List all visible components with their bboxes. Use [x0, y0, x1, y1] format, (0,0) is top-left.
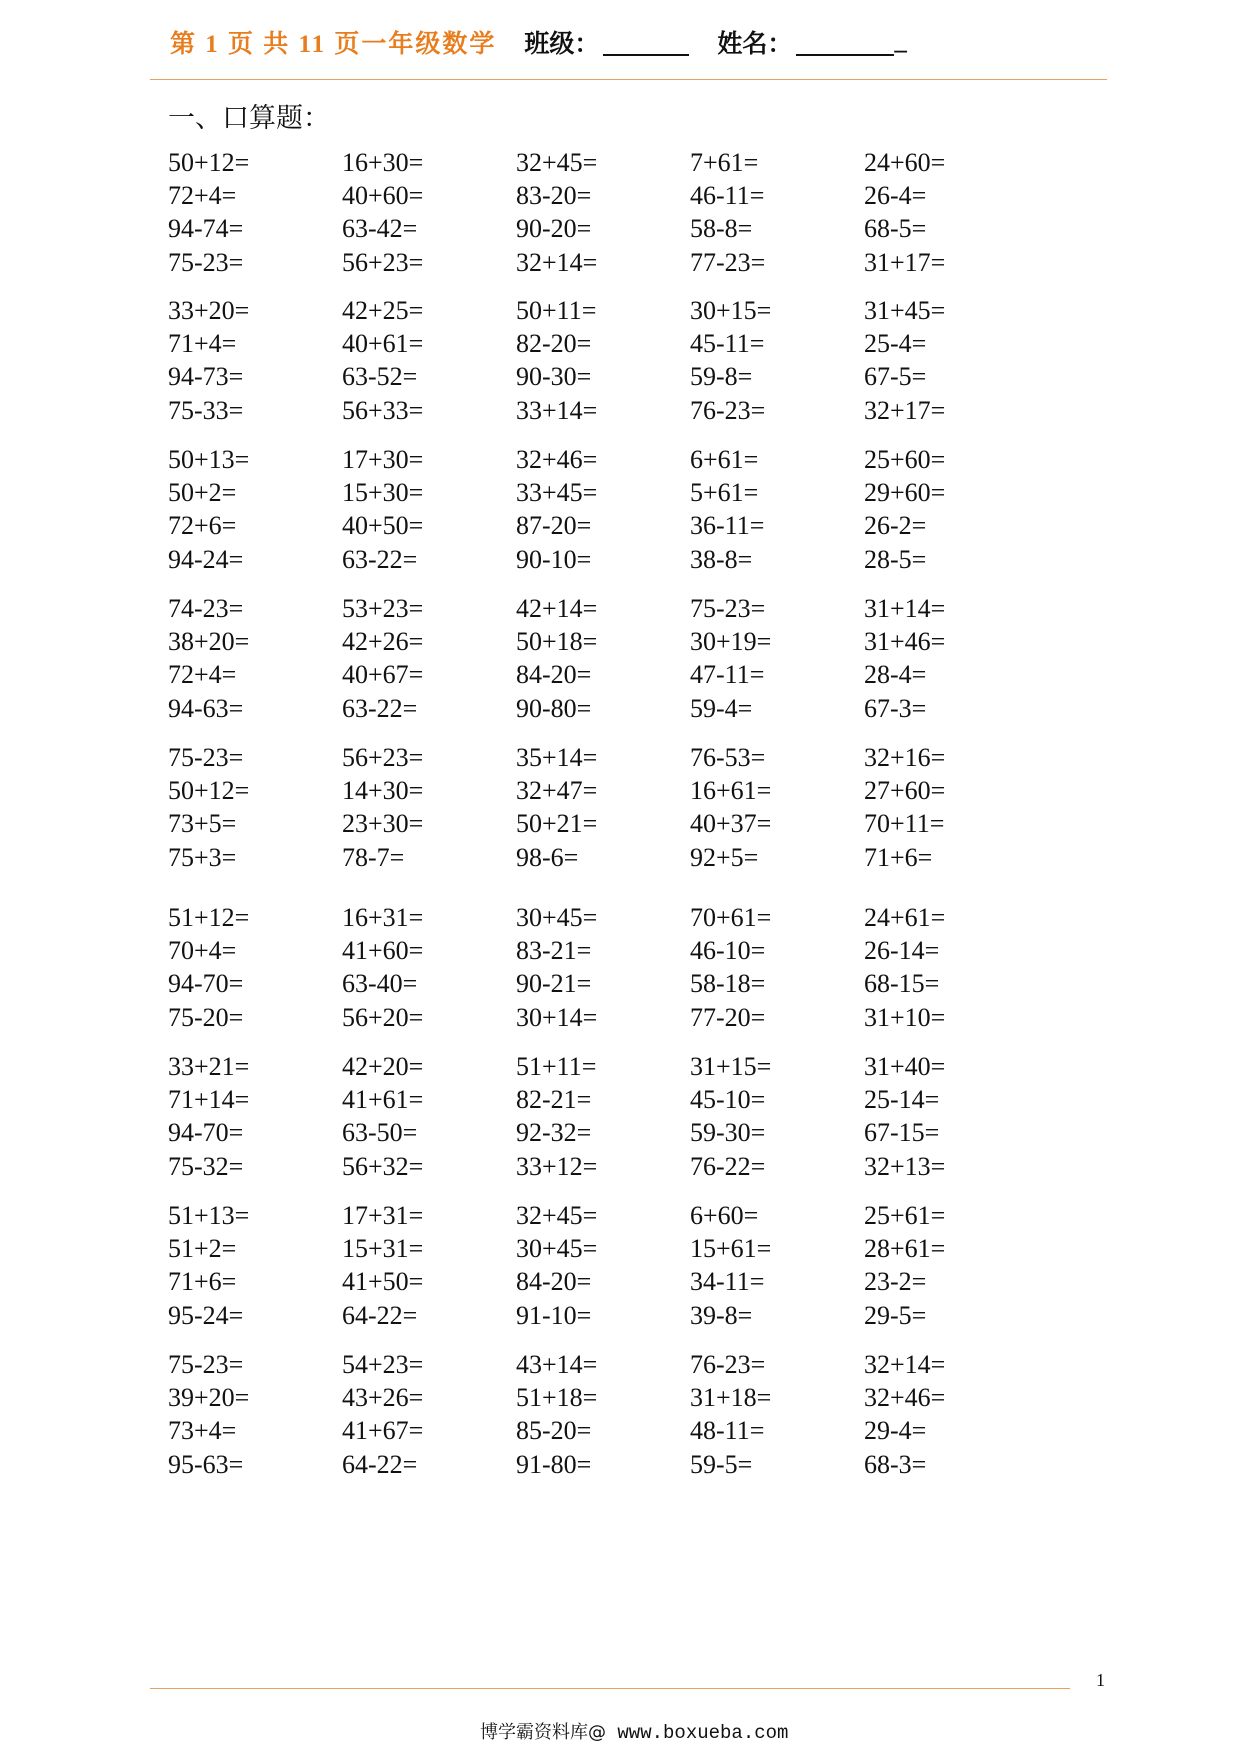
problem-item: 6+61= [690, 445, 759, 474]
problem-item: 40+50= [342, 511, 424, 541]
problem-item: 23+30= [342, 809, 424, 839]
problem-item: 31+18= [690, 1383, 772, 1413]
problem-item: 36-11= [690, 511, 765, 541]
section-title: 一、口算题： [168, 103, 330, 134]
problem-item: 39+20= [168, 1383, 250, 1413]
problem-item: 59-4= [690, 693, 753, 723]
problem-item: 53+23= [342, 594, 424, 623]
problem-item: 40+67= [342, 660, 424, 690]
problem-item: 25+61= [864, 1201, 946, 1230]
problem-item: 73+5= [168, 809, 237, 839]
problem-item: 7+61= [690, 148, 759, 177]
problem-item: 35+14= [516, 743, 598, 772]
problem-item: 51+18= [516, 1383, 598, 1413]
problem-item: 91-80= [516, 1449, 592, 1479]
problem-item: 59-8= [690, 362, 753, 392]
problem-item: 23-2= [864, 1267, 927, 1297]
problem-item: 33+14= [516, 395, 598, 425]
problem-item: 82-20= [516, 329, 592, 359]
problem-item: 42+26= [342, 627, 424, 657]
problem-item: 67-3= [864, 693, 927, 723]
problem-row [168, 394, 1068, 427]
problem-row [168, 1414, 1068, 1447]
problem-item: 29+60= [864, 478, 946, 508]
problem-item: 24+61= [864, 903, 946, 932]
problem-item: 71+4= [168, 329, 237, 359]
problem-item: 16+30= [342, 148, 424, 177]
problem-item: 45-10= [690, 1085, 766, 1115]
problem-item: 51+13= [168, 1201, 250, 1230]
problem-item: 78-7= [342, 842, 405, 872]
problem-item: 87-20= [516, 511, 592, 541]
problem-item: 94-24= [168, 544, 244, 574]
problem-item: 41+60= [342, 936, 424, 966]
problem-item: 31+14= [864, 594, 946, 623]
problem-item: 38+20= [168, 627, 250, 657]
problem-item: 15+61= [690, 1234, 772, 1264]
problem-row [168, 1381, 1068, 1414]
problem-item: 68-5= [864, 214, 927, 244]
problem-item: 32+47= [516, 776, 598, 806]
problem-item: 6+60= [690, 1201, 759, 1230]
problem-item: 82-21= [516, 1085, 592, 1115]
problem-item: 41+50= [342, 1267, 424, 1297]
name-blank[interactable] [796, 28, 894, 56]
page-number: 1 [1096, 1670, 1105, 1690]
problem-row [168, 179, 1068, 212]
problem-item: 68-15= [864, 969, 940, 999]
problem-item: 75-23= [168, 247, 244, 277]
problem-item: 54+23= [342, 1350, 424, 1379]
problem-item: 32+17= [864, 395, 946, 425]
problem-item: 26-4= [864, 181, 927, 211]
problem-item: 42+25= [342, 296, 424, 325]
problem-item: 47-11= [690, 660, 765, 690]
problem-item: 75-23= [168, 1350, 244, 1379]
problem-row [168, 327, 1068, 360]
problem-item: 75-32= [168, 1151, 244, 1181]
problem-item: 72+4= [168, 181, 237, 211]
problem-item: 43+26= [342, 1383, 424, 1413]
problem-row [168, 212, 1068, 245]
problem-item: 50+12= [168, 148, 250, 177]
problem-item: 74-23= [168, 594, 244, 623]
problem-item: 41+67= [342, 1416, 424, 1446]
problem-item: 92-32= [516, 1118, 592, 1148]
problem-item: 56+20= [342, 1002, 424, 1032]
problem-item: 83-20= [516, 181, 592, 211]
problem-item: 90-10= [516, 544, 592, 574]
name-label: 姓名： [717, 31, 793, 58]
problem-item: 32+16= [864, 743, 946, 772]
problem-item: 51+11= [516, 1052, 597, 1081]
problem-item: 30+15= [690, 296, 772, 325]
problem-item: 25+60= [864, 445, 946, 474]
problem-row [168, 692, 1068, 725]
problem-item: 30+45= [516, 1234, 598, 1264]
problem-item: 32+45= [516, 148, 598, 177]
problem-row [168, 1448, 1068, 1481]
problem-item: 95-63= [168, 1449, 244, 1479]
problem-item: 63-22= [342, 693, 418, 723]
problem-item: 42+20= [342, 1052, 424, 1081]
problem-row [168, 967, 1068, 1000]
header-divider [150, 79, 1107, 80]
problem-item: 31+45= [864, 296, 946, 325]
problem-row [168, 1001, 1068, 1034]
problem-item: 90-80= [516, 693, 592, 723]
problem-item: 70+61= [690, 903, 772, 932]
problem-item: 33+45= [516, 478, 598, 508]
problem-item: 30+19= [690, 627, 772, 657]
problem-item: 39-8= [690, 1300, 753, 1330]
problem-item: 50+12= [168, 776, 250, 806]
problem-item: 14+30= [342, 776, 424, 806]
problem-item: 63-52= [342, 362, 418, 392]
problem-item: 38-8= [690, 544, 753, 574]
problem-item: 76-23= [690, 1350, 766, 1379]
problem-item: 15+30= [342, 478, 424, 508]
problem-item: 33+12= [516, 1151, 598, 1181]
problem-item: 24+60= [864, 148, 946, 177]
problem-item: 40+37= [690, 809, 772, 839]
problem-item: 46-10= [690, 936, 766, 966]
problem-item: 76-22= [690, 1151, 766, 1181]
problem-item: 30+14= [516, 1002, 598, 1032]
problem-row [168, 1150, 1068, 1183]
problem-item: 26-2= [864, 511, 927, 541]
problem-item: 72+4= [168, 660, 237, 690]
problem-item: 90-20= [516, 214, 592, 244]
problem-item: 51+2= [168, 1234, 237, 1264]
problem-item: 84-20= [516, 1267, 592, 1297]
problem-item: 72+6= [168, 511, 237, 541]
problem-item: 67-15= [864, 1118, 940, 1148]
problem-item: 85-20= [516, 1416, 592, 1446]
problem-row [168, 625, 1068, 658]
problem-item: 32+46= [516, 445, 598, 474]
problem-item: 95-24= [168, 1300, 244, 1330]
problem-item: 77-20= [690, 1002, 766, 1032]
problem-item: 73+4= [168, 1416, 237, 1446]
problem-item: 32+45= [516, 1201, 598, 1230]
page-info: 第 1 页 共 11 页一年级数学 [170, 31, 497, 58]
problem-item: 32+13= [864, 1151, 946, 1181]
problem-item: 68-3= [864, 1449, 927, 1479]
problem-item: 30+45= [516, 903, 598, 932]
problem-item: 63-50= [342, 1118, 418, 1148]
problem-item: 75-23= [168, 743, 244, 772]
problem-item: 50+13= [168, 445, 250, 474]
problem-item: 16+61= [690, 776, 772, 806]
problem-item: 50+21= [516, 809, 598, 839]
problem-item: 28-5= [864, 544, 927, 574]
problem-row [168, 1083, 1068, 1116]
problem-item: 29-4= [864, 1416, 927, 1446]
problem-row [168, 807, 1068, 840]
problem-item: 15+31= [342, 1234, 424, 1264]
problem-row [168, 1265, 1068, 1298]
problem-item: 31+15= [690, 1052, 772, 1081]
problem-row [168, 1299, 1068, 1332]
problem-item: 63-22= [342, 544, 418, 574]
problem-item: 67-5= [864, 362, 927, 392]
footer-divider [150, 1688, 1070, 1689]
problem-item: 77-23= [690, 247, 766, 277]
footer-url: www.boxueba.com [606, 1722, 789, 1744]
problem-item: 50+2= [168, 478, 237, 508]
problem-item: 71+6= [864, 842, 933, 872]
problem-row [168, 1050, 1068, 1083]
problem-item: 29-5= [864, 1300, 927, 1330]
problem-row [168, 841, 1068, 874]
problem-row [168, 934, 1068, 967]
problem-item: 26-14= [864, 936, 940, 966]
problem-item: 91-10= [516, 1300, 592, 1330]
problem-row [168, 774, 1068, 807]
problem-item: 17+30= [342, 445, 424, 474]
problem-item: 32+46= [864, 1383, 946, 1413]
problem-item: 27+60= [864, 776, 946, 806]
problem-item: 94-70= [168, 1118, 244, 1148]
problem-row [168, 360, 1068, 393]
problem-item: 90-21= [516, 969, 592, 999]
problem-item: 28+61= [864, 1234, 946, 1264]
problem-item: 94-74= [168, 214, 244, 244]
problem-item: 40+61= [342, 329, 424, 359]
problem-item: 48-11= [690, 1416, 765, 1446]
problem-item: 71+6= [168, 1267, 237, 1297]
problem-row [168, 658, 1068, 691]
problem-item: 50+11= [516, 296, 597, 325]
class-label: 班级： [524, 31, 600, 58]
problem-item: 83-21= [516, 936, 592, 966]
problem-row [168, 592, 1068, 625]
problem-item: 58-8= [690, 214, 753, 244]
problem-row [168, 1348, 1068, 1381]
problem-row [168, 1232, 1068, 1265]
problem-item: 5+61= [690, 478, 759, 508]
problem-item: 17+31= [342, 1201, 424, 1230]
page-header [170, 18, 907, 66]
problem-item: 70+11= [864, 809, 945, 839]
problem-item: 56+33= [342, 395, 424, 425]
problem-item: 59-5= [690, 1449, 753, 1479]
problem-item: 33+20= [168, 296, 250, 325]
problem-item: 90-30= [516, 362, 592, 392]
problem-row [168, 1116, 1068, 1149]
problem-item: 70+4= [168, 936, 237, 966]
footer-text: 博学霸资料库@ [480, 1722, 606, 1743]
problem-row [168, 509, 1068, 542]
name-trailing: _ [894, 28, 907, 55]
problem-item: 76-23= [690, 395, 766, 425]
problem-item: 64-22= [342, 1300, 418, 1330]
problem-item: 34-11= [690, 1267, 765, 1297]
class-blank[interactable] [603, 28, 689, 56]
problem-row [168, 294, 1068, 327]
problem-item: 46-11= [690, 181, 765, 211]
problem-item: 50+18= [516, 627, 598, 657]
problem-item: 94-63= [168, 693, 244, 723]
problem-row [168, 146, 1068, 179]
problem-item: 84-20= [516, 660, 592, 690]
problem-item: 71+14= [168, 1085, 250, 1115]
problem-item: 31+40= [864, 1052, 946, 1081]
problem-row [168, 1199, 1068, 1232]
problem-item: 75-33= [168, 395, 244, 425]
problem-item: 43+14= [516, 1350, 598, 1379]
problem-item: 25-14= [864, 1085, 940, 1115]
problem-item: 75-20= [168, 1002, 244, 1032]
problem-item: 25-4= [864, 329, 927, 359]
problem-item: 98-6= [516, 842, 579, 872]
problem-item: 31+10= [864, 1002, 946, 1032]
problem-row [168, 543, 1068, 576]
problem-item: 40+60= [342, 181, 424, 211]
problem-row [168, 443, 1068, 476]
problem-item: 63-42= [342, 214, 418, 244]
problem-item: 76-53= [690, 743, 766, 772]
problem-row [168, 476, 1068, 509]
problem-item: 56+32= [342, 1151, 424, 1181]
problem-item: 51+12= [168, 903, 250, 932]
problem-item: 31+46= [864, 627, 946, 657]
problem-item: 63-40= [342, 969, 418, 999]
problem-item: 41+61= [342, 1085, 424, 1115]
problem-row [168, 246, 1068, 279]
problem-item: 45-11= [690, 329, 765, 359]
problem-item: 28-4= [864, 660, 927, 690]
problem-item: 94-70= [168, 969, 244, 999]
problem-item: 56+23= [342, 247, 424, 277]
problem-item: 92+5= [690, 842, 759, 872]
problem-item: 56+23= [342, 743, 424, 772]
problem-item: 16+31= [342, 903, 424, 932]
problem-item: 31+17= [864, 247, 946, 277]
problem-item: 58-18= [690, 969, 766, 999]
problem-item: 32+14= [516, 247, 598, 277]
problem-item: 75-23= [690, 594, 766, 623]
problem-item: 94-73= [168, 362, 244, 392]
problem-item: 75+3= [168, 842, 237, 872]
problem-item: 33+21= [168, 1052, 250, 1081]
problem-item: 64-22= [342, 1449, 418, 1479]
problem-item: 59-30= [690, 1118, 766, 1148]
problem-row [168, 741, 1068, 774]
problem-item: 32+14= [864, 1350, 946, 1379]
footer [480, 1718, 788, 1744]
problem-row [168, 901, 1068, 934]
problem-item: 42+14= [516, 594, 598, 623]
